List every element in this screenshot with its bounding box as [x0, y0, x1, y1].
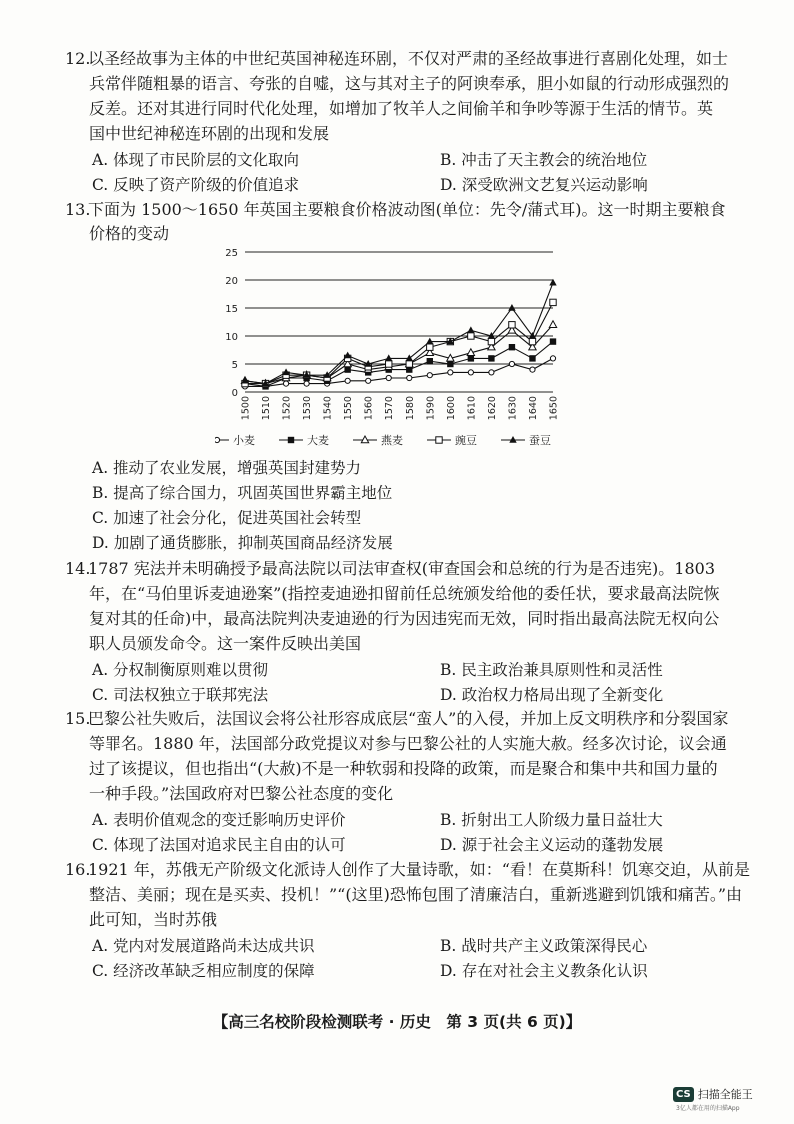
x-tick-label: 1550	[343, 396, 355, 421]
data-point	[509, 361, 514, 366]
question-text: 兵常伴随粗暴的语言、夸张的自嘘，这与其对主子的阿谀奉承，胆小如鼠的行动形成强烈的	[89, 74, 730, 93]
question-text: 下面为 1500～1650 年英国主要粮食价格波动图(单位：先令/蒲式耳)。这一时期主要粮食	[88, 200, 726, 219]
data-point	[549, 321, 556, 328]
y-tick-label: 25	[225, 248, 238, 259]
series-line	[245, 358, 553, 386]
x-tick-label: 1580	[404, 396, 416, 421]
page-footer: 【高三名校阶段检测联考 · 历史 第 3 页(共 6 页)】	[212, 1013, 582, 1031]
option-a: A. 表明价值观念的变迁影响历史评价	[92, 811, 346, 829]
question-text: 复对其的任命)中，最高法院判决麦迪逊的行为因违宪而无效，同时指出最高法院无权向公	[89, 609, 720, 628]
question-number: 14.	[65, 559, 91, 578]
question-text: 过了该提议，但也指出“(大赦)不是一种软弱和投降的政策，而是聚合和集中共和国力量的	[89, 759, 718, 778]
y-tick-label: 15	[225, 304, 238, 315]
question-number: 16.	[65, 860, 91, 879]
question-number: 12.	[65, 49, 91, 68]
data-point	[488, 355, 494, 361]
data-point	[529, 355, 535, 361]
data-point	[427, 344, 433, 350]
x-tick-label: 1540	[322, 396, 334, 421]
x-tick-label: 1500	[240, 396, 252, 421]
x-tick-label: 1560	[363, 396, 375, 421]
option-a: A. 分权制衡原则难以贯彻	[92, 661, 269, 679]
question-text: 国中世纪神秘连环剧的出现和发展	[89, 124, 330, 143]
data-point	[427, 373, 432, 378]
x-tick-label: 1590	[425, 396, 437, 421]
data-point	[468, 370, 473, 375]
data-point	[386, 375, 391, 380]
option-c: C. 反映了资产阶级的价值追求	[92, 176, 300, 194]
legend-marker	[361, 436, 368, 443]
chart-series	[241, 279, 556, 390]
data-point	[366, 378, 371, 383]
data-point	[345, 378, 350, 383]
data-point	[283, 381, 288, 386]
question-text: 巴黎公社失败后，法国议会将公社形容成底层“蛮人”的入侵，并加上反文明秩序和分裂国家	[88, 709, 729, 728]
question-text: 等罪名。1880 年，法国部分政党提议对参与巴黎公社的人实施大赦。经多次讨论，议会通	[89, 734, 727, 753]
data-point	[550, 338, 556, 344]
chart-x-ticks	[241, 396, 560, 420]
legend-label: 蚕豆	[529, 434, 551, 447]
question-text: 整洁、美丽；现在是买卖、投机！”“(这里)恐怖包围了清廉洁白，重新逃避到饥饿和痛苦。”由	[89, 885, 743, 904]
x-tick-label: 1640	[527, 396, 539, 421]
legend-label: 小麦	[233, 434, 255, 447]
question-text: 此可知，当时苏俄	[89, 910, 218, 929]
data-point	[508, 304, 515, 311]
legend-label: 豌豆	[455, 434, 477, 447]
chart-gridlines	[245, 252, 553, 392]
x-tick-label: 1650	[548, 396, 560, 421]
x-tick-label: 1530	[302, 396, 314, 421]
option-b: B. 冲击了天主教会的统治地位	[440, 151, 648, 169]
y-tick-label: 10	[225, 332, 238, 343]
data-point	[406, 354, 413, 361]
x-tick-label: 1600	[445, 396, 457, 421]
option-d: D. 存在对社会主义教条化认识	[440, 962, 648, 980]
data-point	[529, 338, 535, 344]
option-c: C. 体现了法国对追求民主自由的认可	[92, 836, 346, 854]
chart-legend	[215, 433, 551, 447]
data-point	[488, 338, 494, 344]
data-point	[385, 354, 392, 361]
data-point	[509, 322, 515, 328]
data-point	[550, 299, 556, 305]
data-point	[550, 356, 555, 361]
option-c: C. 司法权独立于联邦宪法	[92, 686, 269, 704]
question-text: 以圣经故事为主体的中世纪英国神秘连环剧，不仅对严肃的圣经故事进行喜剧化处理，如士	[88, 49, 729, 68]
data-point	[448, 370, 453, 375]
option-b: B. 民主政治兼具原则性和灵活性	[440, 661, 663, 679]
y-tick-label: 20	[225, 276, 238, 287]
legend-marker	[509, 436, 516, 443]
data-point	[407, 375, 412, 380]
data-point	[427, 358, 433, 364]
scanner-watermark	[673, 1086, 753, 1102]
scanner-logo: CS	[673, 1087, 694, 1102]
x-tick-label: 1620	[486, 396, 498, 421]
y-tick-label: 5	[231, 360, 238, 371]
x-tick-label: 1630	[507, 396, 519, 421]
question-text: 一种手段。”法国政府对巴黎公社态度的变化	[89, 784, 394, 803]
scanner-title: 扫描全能王	[697, 1088, 753, 1101]
legend-marker	[288, 437, 294, 443]
data-point	[426, 338, 433, 345]
legend-label: 燕麦	[381, 434, 403, 447]
data-point	[386, 361, 392, 367]
option-c: C. 加速了社会分化，促进英国社会转型	[92, 509, 362, 527]
question-text: 价格的变动	[89, 224, 170, 243]
legend-marker	[436, 437, 442, 443]
question-text: 职人员颁发命令。这一案件反映出美国	[89, 634, 362, 653]
option-b: B. 战时共产主义政策深得民心	[440, 937, 648, 955]
option-a: A. 体现了市民阶层的文化取向	[92, 151, 300, 169]
scanner-subtitle: 3亿人都在用的扫描App	[676, 1105, 740, 1112]
data-point	[509, 344, 515, 350]
data-point	[344, 366, 350, 372]
option-d: D. 源于社会主义运动的蓬勃发展	[440, 836, 664, 854]
x-tick-label: 1610	[466, 396, 478, 421]
grain-price-chart	[215, 240, 585, 455]
data-point	[304, 381, 309, 386]
question-text: 年，在“马伯里诉麦迪逊案”(指控麦迪逊扣留前任总统颁发给他的委任状，要求最高法院恢	[89, 584, 720, 603]
option-a: A. 党内对发展道路尚未达成共识	[92, 937, 315, 955]
option-d: D. 加剧了通货膨胀，抑制英国商品经济发展	[92, 534, 393, 552]
option-c: C. 经济改革缺乏相应制度的保障	[92, 962, 315, 980]
legend-label: 大麦	[307, 434, 329, 447]
option-b: B. 折射出工人阶级力量日益壮大	[440, 811, 663, 829]
legend-marker	[215, 437, 220, 442]
data-point	[467, 326, 474, 333]
question-number: 13.	[65, 200, 91, 219]
data-point	[406, 361, 412, 367]
x-tick-label: 1520	[281, 396, 293, 421]
x-tick-label: 1510	[261, 396, 273, 421]
question-text: 1787 宪法并未明确授予最高法院以司法审查权(审查国会和总统的行为是否违宪)。1803	[88, 559, 716, 578]
option-b: B. 提高了综合国力，巩固英国世界霸主地位	[92, 484, 393, 502]
chart-y-ticks	[225, 248, 238, 399]
data-point	[489, 370, 494, 375]
data-point	[468, 355, 474, 361]
data-point	[530, 367, 535, 372]
data-point	[468, 333, 474, 339]
data-point	[447, 361, 453, 367]
x-tick-label: 1570	[384, 396, 396, 421]
question-number: 15.	[65, 709, 91, 728]
option-d: D. 政治权力格局出现了全新变化	[440, 686, 664, 704]
y-tick-label: 0	[231, 388, 238, 399]
series-line	[245, 283, 553, 384]
option-a: A. 推动了农业发展，增强英国封建势力	[92, 459, 362, 477]
question-text: 反差。还对其进行同时代化处理，如增加了牧羊人之间偷羊和争吵等源于生活的情节。英	[89, 99, 714, 118]
question-text: 1921 年，苏俄无产阶级文化派诗人创作了大量诗歌，如：“看！在莫斯科！饥寒交迫，从前是	[88, 860, 750, 879]
option-d: D. 深受欧洲文艺复兴运动影响	[440, 176, 648, 194]
